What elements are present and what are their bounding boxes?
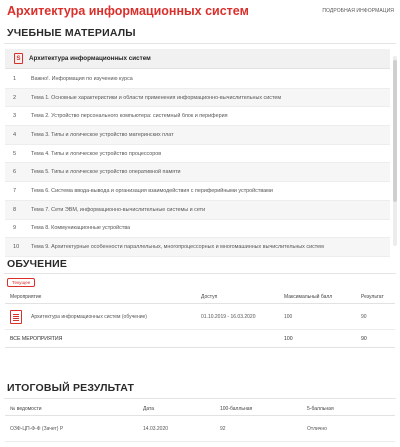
col-score5: 5-балльная bbox=[307, 405, 334, 412]
course-name: Архитектура информационных систем bbox=[29, 55, 151, 62]
col-sheet: № ведомости bbox=[10, 405, 42, 412]
item-number: 1 bbox=[13, 75, 17, 82]
final-table-header bbox=[5, 402, 395, 416]
list-item[interactable] bbox=[5, 107, 390, 126]
materials-scrollbar[interactable] bbox=[393, 56, 397, 246]
list-item[interactable] bbox=[5, 220, 390, 239]
divider bbox=[4, 43, 396, 44]
header-bar bbox=[0, 0, 400, 22]
item-label[interactable]: Тема 7. Сети ЭВМ, информационно-вычислительные системы и сети bbox=[31, 206, 206, 213]
item-label[interactable]: Тема 2. Устройство персонального компьютера: системный блок и периферия bbox=[31, 113, 228, 120]
item-number: 2 bbox=[13, 94, 17, 101]
table-row[interactable] bbox=[5, 304, 395, 330]
col-activity: Мероприятие bbox=[10, 293, 42, 300]
total-result: 90 bbox=[361, 335, 367, 342]
final-table bbox=[5, 402, 395, 442]
item-number: 8 bbox=[13, 206, 17, 213]
detail-info-link[interactable]: ПОДРОБНАЯ ИНФОРМАЦИЯ bbox=[322, 8, 394, 14]
total-label: ВСЕ МЕРОПРИЯТИЯ bbox=[10, 335, 63, 342]
list-item[interactable] bbox=[5, 182, 390, 201]
learning-table bbox=[5, 290, 395, 348]
learning-table-header bbox=[5, 290, 395, 304]
score-5: Отлично bbox=[307, 425, 327, 432]
divider bbox=[4, 398, 396, 399]
list-item[interactable] bbox=[5, 201, 390, 220]
materials-section-title: УЧЕБНЫЕ МАТЕРИАЛЫ bbox=[7, 27, 136, 39]
list-item[interactable] bbox=[5, 126, 390, 145]
final-section-title: ИТОГОВЫЙ РЕЗУЛЬТАТ bbox=[7, 382, 135, 394]
score-100: 92 bbox=[220, 425, 226, 432]
item-number: 9 bbox=[13, 225, 17, 232]
item-label[interactable]: Тема 1. Основные характеристики и области применения информационно-вычислительных систем bbox=[31, 94, 282, 101]
total-row bbox=[5, 330, 395, 348]
learning-section-title: ОБУЧЕНИЕ bbox=[7, 258, 68, 270]
list-item[interactable] bbox=[5, 163, 390, 182]
item-label[interactable]: Тема 6. Система ввода-вывода и организация взаимодействия с периферийными устройствами bbox=[31, 187, 273, 194]
item-label[interactable]: Важно!. Информация по изучению курса bbox=[31, 75, 133, 82]
scrollbar-thumb[interactable] bbox=[393, 60, 397, 202]
materials-list bbox=[5, 70, 390, 257]
document-icon: S bbox=[14, 53, 23, 64]
item-number: 10 bbox=[13, 244, 20, 251]
list-item[interactable] bbox=[5, 238, 390, 257]
sheet-number: ОЗФ-ЦП-Ф-Ф (Зачет) Р bbox=[10, 425, 64, 432]
item-label[interactable]: Тема 9. Архитектурные особенности параллельных, многопроцессорных и многомашинных вычислительных систем bbox=[31, 244, 324, 251]
item-label[interactable]: Тема 8. Коммуникационные устройства bbox=[31, 225, 131, 232]
sheet-date: 14.03.2020 bbox=[143, 425, 169, 432]
item-number: 7 bbox=[13, 187, 17, 194]
activity-icon bbox=[10, 310, 22, 324]
col-max-score: Максимальный балл bbox=[284, 293, 333, 300]
table-row bbox=[5, 416, 395, 442]
total-max: 100 bbox=[284, 335, 293, 342]
col-score100: 100-балльная bbox=[220, 405, 253, 412]
item-number: 3 bbox=[13, 113, 17, 120]
page-title: Архитектура информационных систем bbox=[7, 4, 249, 18]
activity-name[interactable]: Архитектура информационных систем (обучение) bbox=[31, 313, 147, 320]
tab-current[interactable]: Текущее bbox=[7, 278, 35, 287]
item-number: 5 bbox=[13, 150, 17, 157]
item-label[interactable]: Тема 3. Типы и логическое устройство материнских плат bbox=[31, 131, 174, 138]
max-score: 100 bbox=[284, 313, 293, 320]
list-item[interactable] bbox=[5, 70, 390, 89]
result-score: 90 bbox=[361, 313, 367, 320]
access-period: 01.10.2019 - 16.03.2020 bbox=[201, 313, 256, 320]
item-number: 4 bbox=[13, 131, 17, 138]
item-label[interactable]: Тема 5. Типы и логическое устройство оперативной памяти bbox=[31, 169, 181, 176]
divider bbox=[4, 273, 396, 274]
col-date: Дата bbox=[143, 405, 155, 412]
list-item[interactable] bbox=[5, 145, 390, 164]
item-number: 6 bbox=[13, 169, 17, 176]
col-result: Результат bbox=[361, 293, 384, 300]
course-header[interactable] bbox=[5, 49, 390, 69]
list-item[interactable] bbox=[5, 89, 390, 108]
item-label[interactable]: Тема 4. Типы и логическое устройство процессоров bbox=[31, 150, 162, 157]
col-access: Доступ bbox=[201, 293, 218, 300]
